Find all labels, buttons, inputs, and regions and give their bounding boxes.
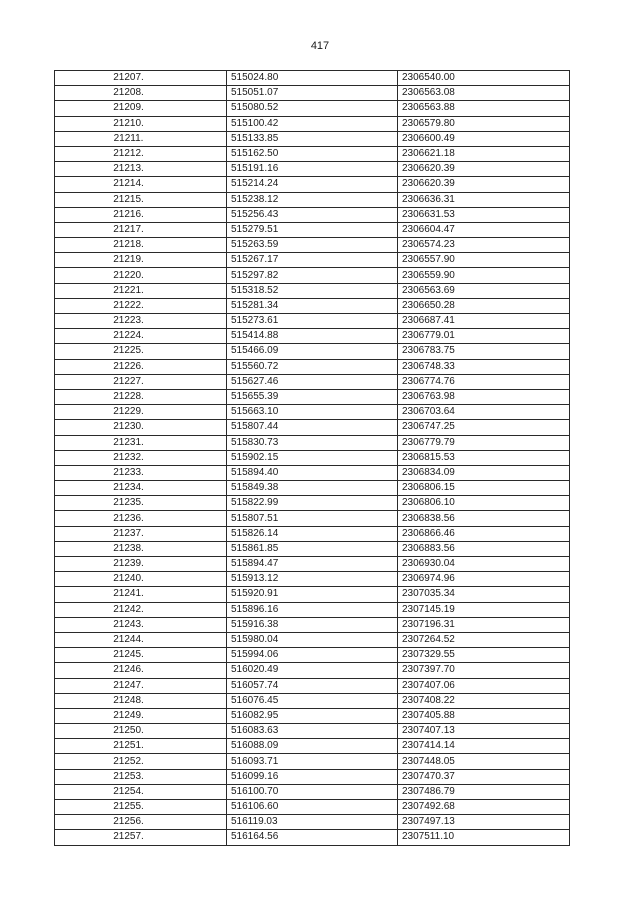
x-coordinate-cell: 515902.15 — [227, 450, 398, 465]
y-coordinate-cell: 2306703.64 — [398, 405, 570, 420]
table-row — [55, 815, 570, 830]
table-row — [55, 435, 570, 450]
x-coordinate-cell: 515214.24 — [227, 177, 398, 192]
y-coordinate-cell: 2306930.04 — [398, 557, 570, 572]
table-row — [55, 465, 570, 480]
x-coordinate-cell: 516100.70 — [227, 784, 398, 799]
coordinates-table-body — [55, 71, 570, 846]
x-coordinate-cell: 515024.80 — [227, 71, 398, 86]
table-row — [55, 86, 570, 101]
y-coordinate-cell: 2306774.76 — [398, 374, 570, 389]
y-coordinate-cell: 2306974.96 — [398, 572, 570, 587]
table-row — [55, 389, 570, 404]
x-coordinate-cell: 515256.43 — [227, 207, 398, 222]
y-coordinate-cell: 2306783.75 — [398, 344, 570, 359]
x-coordinate-cell: 516057.74 — [227, 678, 398, 693]
point-number-cell: 21246. — [55, 663, 227, 678]
point-number-cell: 21247. — [55, 678, 227, 693]
y-coordinate-cell: 2306563.08 — [398, 86, 570, 101]
table-row — [55, 481, 570, 496]
point-number-cell: 21245. — [55, 648, 227, 663]
x-coordinate-cell: 515807.51 — [227, 511, 398, 526]
x-coordinate-cell: 516164.56 — [227, 830, 398, 845]
point-number-cell: 21233. — [55, 465, 227, 480]
page-number: 417 — [310, 40, 330, 52]
y-coordinate-cell: 2307511.10 — [398, 830, 570, 845]
y-coordinate-cell: 2307486.79 — [398, 784, 570, 799]
x-coordinate-cell: 515920.91 — [227, 587, 398, 602]
y-coordinate-cell: 2306747.25 — [398, 420, 570, 435]
y-coordinate-cell: 2306806.15 — [398, 481, 570, 496]
x-coordinate-cell: 515980.04 — [227, 632, 398, 647]
point-number-cell: 21209. — [55, 101, 227, 116]
point-number-cell: 21219. — [55, 253, 227, 268]
point-number-cell: 21215. — [55, 192, 227, 207]
x-coordinate-cell: 515655.39 — [227, 389, 398, 404]
table-row — [55, 602, 570, 617]
table-row — [55, 131, 570, 146]
table-row — [55, 617, 570, 632]
y-coordinate-cell: 2306838.56 — [398, 511, 570, 526]
x-coordinate-cell: 515894.40 — [227, 465, 398, 480]
point-number-cell: 21218. — [55, 238, 227, 253]
x-coordinate-cell: 515994.06 — [227, 648, 398, 663]
y-coordinate-cell: 2306834.09 — [398, 465, 570, 480]
x-coordinate-cell: 515297.82 — [227, 268, 398, 283]
table-row — [55, 572, 570, 587]
x-coordinate-cell: 515861.85 — [227, 541, 398, 556]
point-number-cell: 21217. — [55, 222, 227, 237]
point-number-cell: 21235. — [55, 496, 227, 511]
y-coordinate-cell: 2306604.47 — [398, 222, 570, 237]
x-coordinate-cell: 515916.38 — [227, 617, 398, 632]
x-coordinate-cell: 516119.03 — [227, 815, 398, 830]
y-coordinate-cell: 2306631.53 — [398, 207, 570, 222]
y-coordinate-cell: 2306540.00 — [398, 71, 570, 86]
y-coordinate-cell: 2306579.80 — [398, 116, 570, 131]
y-coordinate-cell: 2306779.01 — [398, 329, 570, 344]
y-coordinate-cell: 2306866.46 — [398, 526, 570, 541]
x-coordinate-cell: 515896.16 — [227, 602, 398, 617]
point-number-cell: 21256. — [55, 815, 227, 830]
y-coordinate-cell: 2307145.19 — [398, 602, 570, 617]
point-number-cell: 21211. — [55, 131, 227, 146]
x-coordinate-cell: 516088.09 — [227, 739, 398, 754]
x-coordinate-cell: 516106.60 — [227, 800, 398, 815]
x-coordinate-cell: 515663.10 — [227, 405, 398, 420]
x-coordinate-cell: 516082.95 — [227, 708, 398, 723]
point-number-cell: 21254. — [55, 784, 227, 799]
point-number-cell: 21236. — [55, 511, 227, 526]
table-row — [55, 708, 570, 723]
x-coordinate-cell: 515894.47 — [227, 557, 398, 572]
point-number-cell: 21229. — [55, 405, 227, 420]
point-number-cell: 21253. — [55, 769, 227, 784]
point-number-cell: 21248. — [55, 693, 227, 708]
x-coordinate-cell: 515913.12 — [227, 572, 398, 587]
y-coordinate-cell: 2306621.18 — [398, 146, 570, 161]
x-coordinate-cell: 515191.16 — [227, 162, 398, 177]
table-row — [55, 769, 570, 784]
y-coordinate-cell: 2306806.10 — [398, 496, 570, 511]
point-number-cell: 21242. — [55, 602, 227, 617]
table-row — [55, 648, 570, 663]
point-number-cell: 21210. — [55, 116, 227, 131]
y-coordinate-cell: 2307407.06 — [398, 678, 570, 693]
x-coordinate-cell: 516099.16 — [227, 769, 398, 784]
point-number-cell: 21225. — [55, 344, 227, 359]
x-coordinate-cell: 515238.12 — [227, 192, 398, 207]
table-row — [55, 830, 570, 845]
table-row — [55, 420, 570, 435]
point-number-cell: 21222. — [55, 298, 227, 313]
y-coordinate-cell: 2306563.69 — [398, 283, 570, 298]
point-number-cell: 21257. — [55, 830, 227, 845]
table-row — [55, 784, 570, 799]
point-number-cell: 21214. — [55, 177, 227, 192]
table-row — [55, 632, 570, 647]
point-number-cell: 21226. — [55, 359, 227, 374]
point-number-cell: 21230. — [55, 420, 227, 435]
x-coordinate-cell: 515100.42 — [227, 116, 398, 131]
point-number-cell: 21237. — [55, 526, 227, 541]
point-number-cell: 21240. — [55, 572, 227, 587]
x-coordinate-cell: 515627.46 — [227, 374, 398, 389]
point-number-cell: 21243. — [55, 617, 227, 632]
y-coordinate-cell: 2307497.13 — [398, 815, 570, 830]
y-coordinate-cell: 2306650.28 — [398, 298, 570, 313]
x-coordinate-cell: 515051.07 — [227, 86, 398, 101]
y-coordinate-cell: 2307397.70 — [398, 663, 570, 678]
point-number-cell: 21228. — [55, 389, 227, 404]
y-coordinate-cell: 2306600.49 — [398, 131, 570, 146]
x-coordinate-cell: 515466.09 — [227, 344, 398, 359]
table-row — [55, 146, 570, 161]
x-coordinate-cell: 515263.59 — [227, 238, 398, 253]
table-row — [55, 496, 570, 511]
y-coordinate-cell: 2307448.05 — [398, 754, 570, 769]
x-coordinate-cell: 515080.52 — [227, 101, 398, 116]
point-number-cell: 21223. — [55, 314, 227, 329]
table-row — [55, 207, 570, 222]
y-coordinate-cell: 2306748.33 — [398, 359, 570, 374]
table-row — [55, 405, 570, 420]
y-coordinate-cell: 2307414.14 — [398, 739, 570, 754]
y-coordinate-cell: 2306883.56 — [398, 541, 570, 556]
table-row — [55, 253, 570, 268]
x-coordinate-cell: 516083.63 — [227, 724, 398, 739]
table-row — [55, 678, 570, 693]
table-row — [55, 101, 570, 116]
table-row — [55, 511, 570, 526]
table-row — [55, 71, 570, 86]
x-coordinate-cell: 515830.73 — [227, 435, 398, 450]
y-coordinate-cell: 2307196.31 — [398, 617, 570, 632]
table-row — [55, 724, 570, 739]
y-coordinate-cell: 2306763.98 — [398, 389, 570, 404]
y-coordinate-cell: 2306620.39 — [398, 177, 570, 192]
point-number-cell: 21212. — [55, 146, 227, 161]
x-coordinate-cell: 515318.52 — [227, 283, 398, 298]
point-number-cell: 21249. — [55, 708, 227, 723]
y-coordinate-cell: 2307492.68 — [398, 800, 570, 815]
point-number-cell: 21232. — [55, 450, 227, 465]
point-number-cell: 21221. — [55, 283, 227, 298]
point-number-cell: 21213. — [55, 162, 227, 177]
y-coordinate-cell: 2306620.39 — [398, 162, 570, 177]
table-row — [55, 557, 570, 572]
x-coordinate-cell: 515281.34 — [227, 298, 398, 313]
y-coordinate-cell: 2307405.88 — [398, 708, 570, 723]
x-coordinate-cell: 515822.99 — [227, 496, 398, 511]
point-number-cell: 21208. — [55, 86, 227, 101]
x-coordinate-cell: 516020.49 — [227, 663, 398, 678]
table-row — [55, 344, 570, 359]
point-number-cell: 21227. — [55, 374, 227, 389]
table-row — [55, 329, 570, 344]
table-row — [55, 587, 570, 602]
coordinates-table — [54, 70, 570, 846]
table-row — [55, 314, 570, 329]
point-number-cell: 21241. — [55, 587, 227, 602]
point-number-cell: 21239. — [55, 557, 227, 572]
point-number-cell: 21244. — [55, 632, 227, 647]
x-coordinate-cell: 515133.85 — [227, 131, 398, 146]
point-number-cell: 21216. — [55, 207, 227, 222]
point-number-cell: 21234. — [55, 481, 227, 496]
y-coordinate-cell: 2307329.55 — [398, 648, 570, 663]
x-coordinate-cell: 515560.72 — [227, 359, 398, 374]
table-row — [55, 238, 570, 253]
y-coordinate-cell: 2307408.22 — [398, 693, 570, 708]
y-coordinate-cell: 2307035.34 — [398, 587, 570, 602]
table-row — [55, 526, 570, 541]
table-row — [55, 192, 570, 207]
x-coordinate-cell: 516093.71 — [227, 754, 398, 769]
table-row — [55, 739, 570, 754]
y-coordinate-cell: 2306687.41 — [398, 314, 570, 329]
x-coordinate-cell: 515162.50 — [227, 146, 398, 161]
x-coordinate-cell: 515807.44 — [227, 420, 398, 435]
table-row — [55, 268, 570, 283]
x-coordinate-cell: 515273.61 — [227, 314, 398, 329]
y-coordinate-cell: 2306779.79 — [398, 435, 570, 450]
x-coordinate-cell: 515826.14 — [227, 526, 398, 541]
y-coordinate-cell: 2306563.88 — [398, 101, 570, 116]
x-coordinate-cell: 515414.88 — [227, 329, 398, 344]
y-coordinate-cell: 2306636.31 — [398, 192, 570, 207]
x-coordinate-cell: 516076.45 — [227, 693, 398, 708]
y-coordinate-cell: 2306574.23 — [398, 238, 570, 253]
table-row — [55, 450, 570, 465]
point-number-cell: 21224. — [55, 329, 227, 344]
point-number-cell: 21250. — [55, 724, 227, 739]
point-number-cell: 21207. — [55, 71, 227, 86]
y-coordinate-cell: 2307470.37 — [398, 769, 570, 784]
point-number-cell: 21220. — [55, 268, 227, 283]
x-coordinate-cell: 515267.17 — [227, 253, 398, 268]
table-row — [55, 800, 570, 815]
table-row — [55, 177, 570, 192]
y-coordinate-cell: 2306559.90 — [398, 268, 570, 283]
x-coordinate-cell: 515279.51 — [227, 222, 398, 237]
y-coordinate-cell: 2307264.52 — [398, 632, 570, 647]
y-coordinate-cell: 2306557.90 — [398, 253, 570, 268]
table-row — [55, 663, 570, 678]
table-row — [55, 541, 570, 556]
table-row — [55, 693, 570, 708]
table-row — [55, 754, 570, 769]
y-coordinate-cell: 2307407.13 — [398, 724, 570, 739]
table-row — [55, 283, 570, 298]
table-row — [55, 374, 570, 389]
point-number-cell: 21255. — [55, 800, 227, 815]
point-number-cell: 21252. — [55, 754, 227, 769]
table-row — [55, 116, 570, 131]
table-row — [55, 359, 570, 374]
table-row — [55, 298, 570, 313]
point-number-cell: 21238. — [55, 541, 227, 556]
table-row — [55, 222, 570, 237]
point-number-cell: 21251. — [55, 739, 227, 754]
y-coordinate-cell: 2306815.53 — [398, 450, 570, 465]
point-number-cell: 21231. — [55, 435, 227, 450]
x-coordinate-cell: 515849.38 — [227, 481, 398, 496]
table-row — [55, 162, 570, 177]
